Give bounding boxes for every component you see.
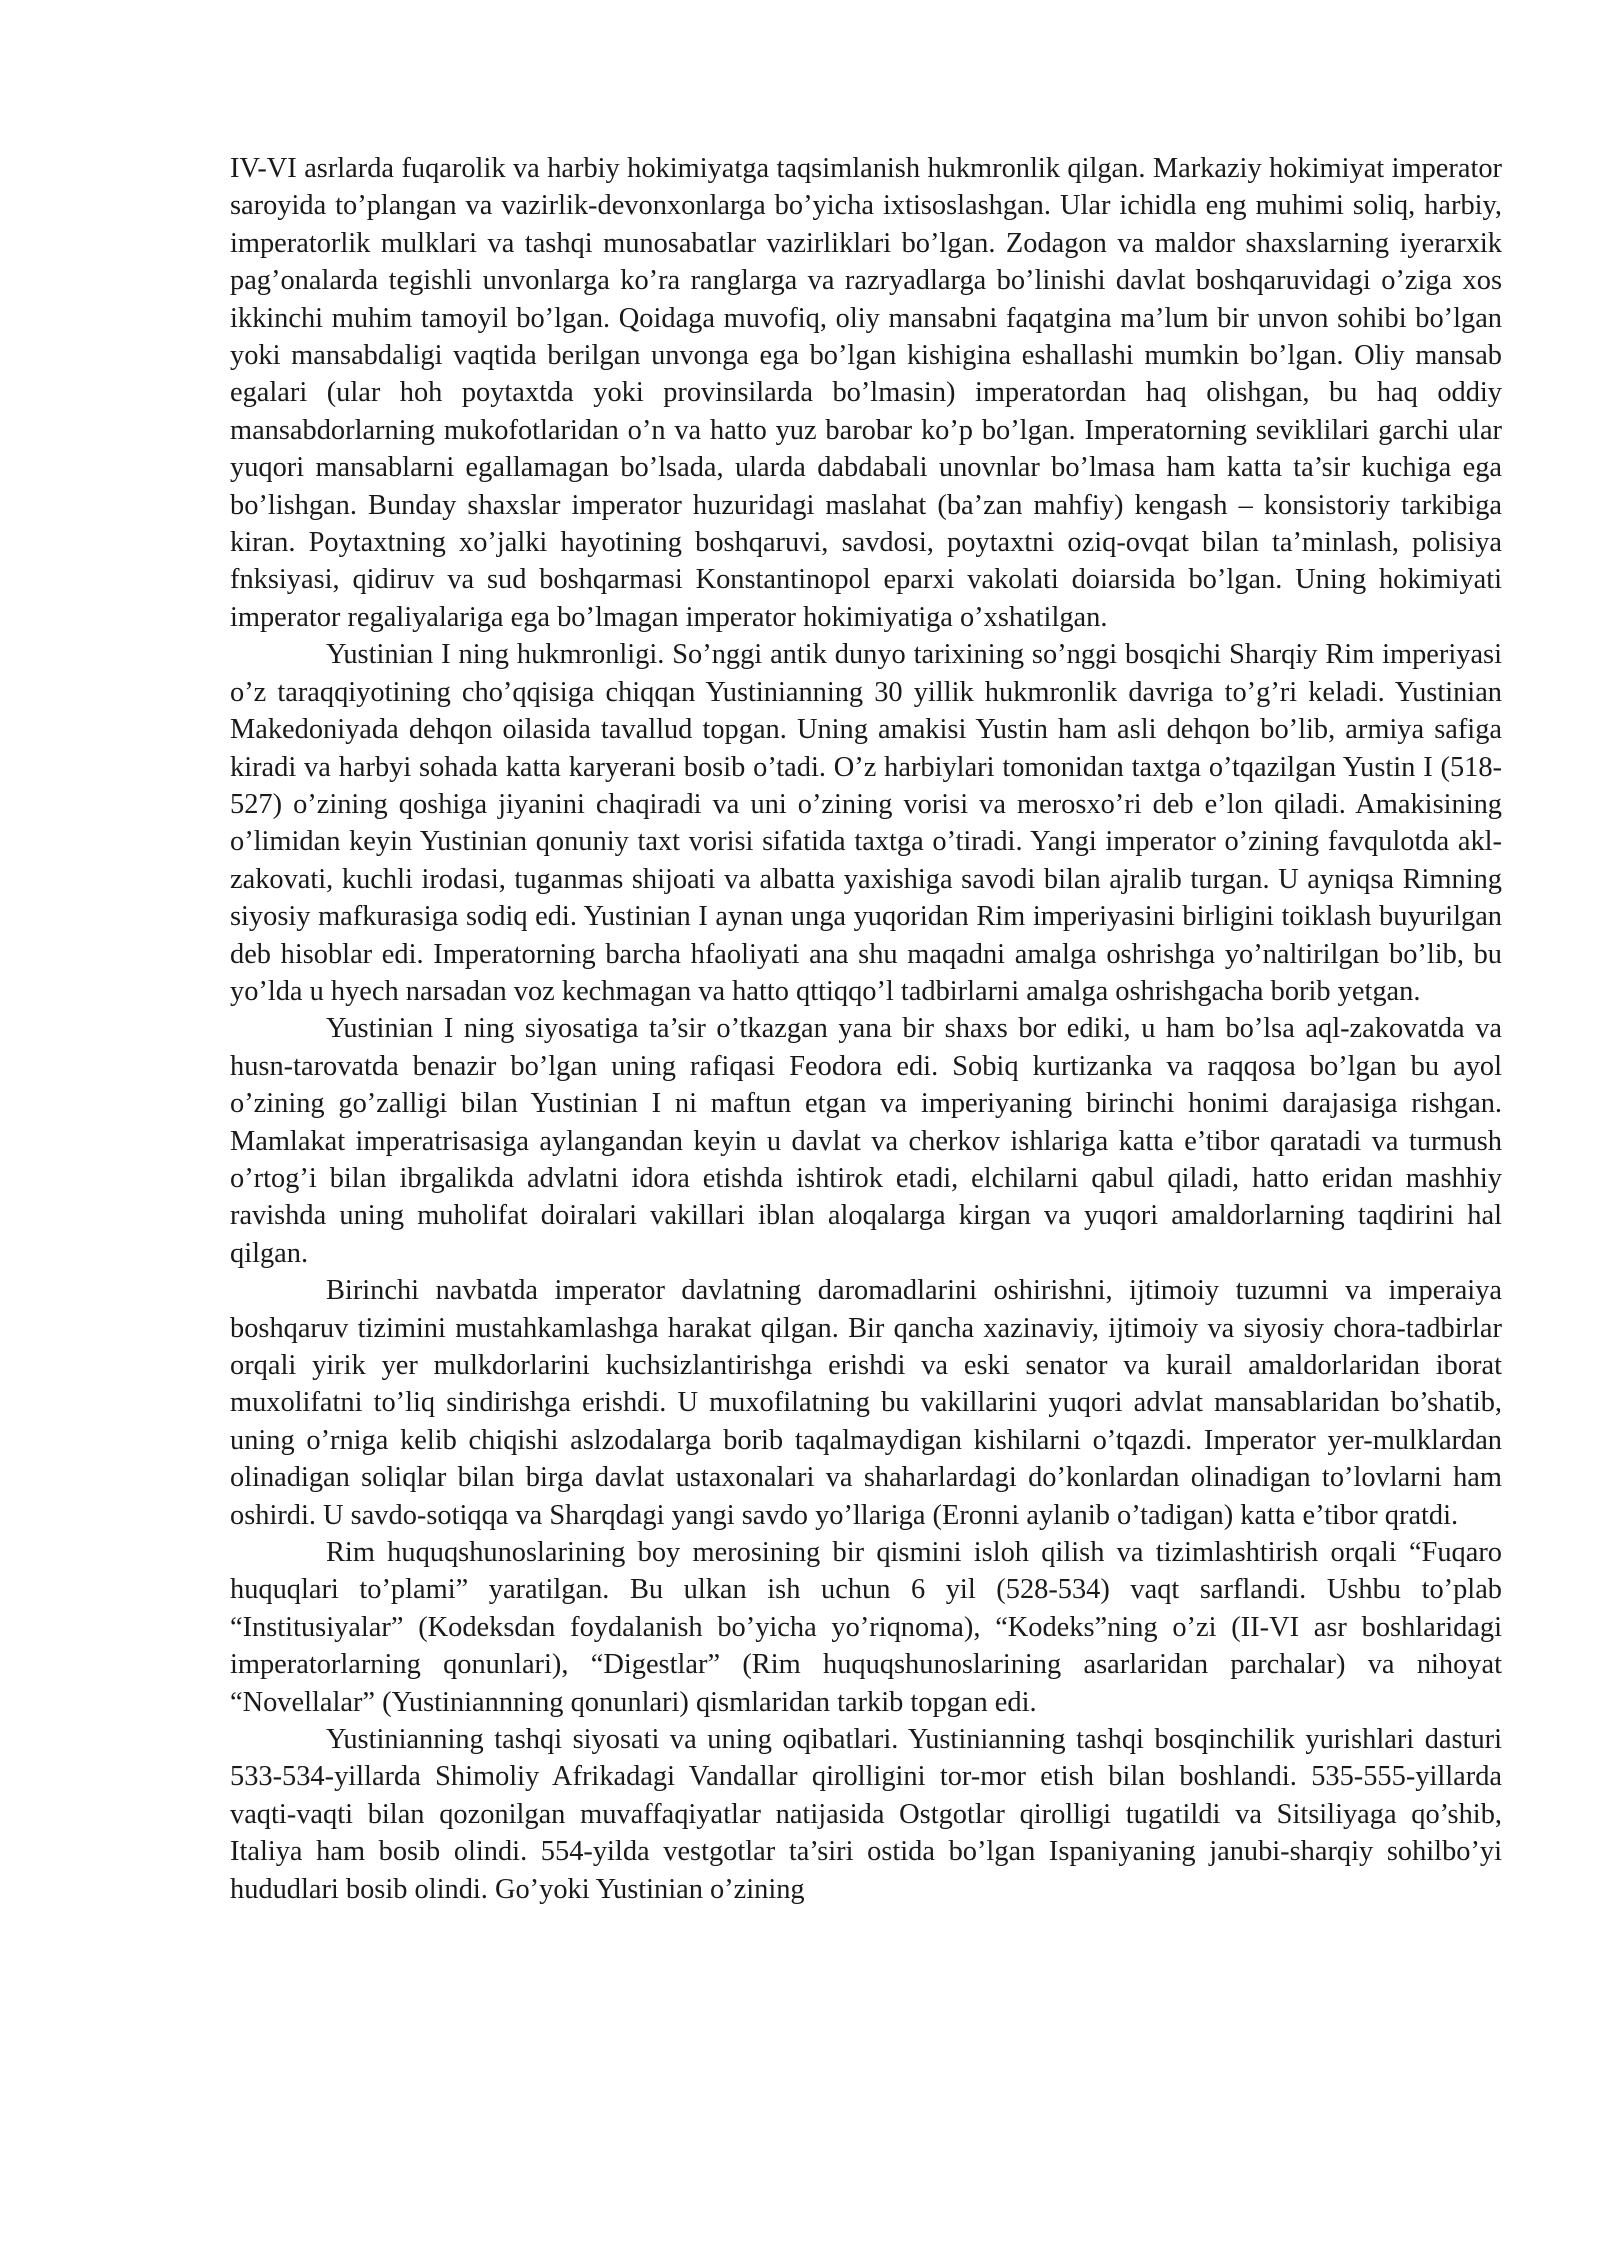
paragraph-foreign-policy: Yustinianning tashqi siyosati va uning oqibatlari. Yustinianning tashqi bosqinchilik yurishlari dasturi 533-534-yillarda Shimoliy Afrikadagi Vandallar qirolligini tor-mor etish bilan boshlandi. 535-555-yillarda vaqti-vaqti bilan qozonilgan muvaffaqiyatlar natijasida Ostgotlar qirolligi tugatildi va Sitsiliyaga qo’shib, Italiya ham bosib olindi. 554-yilda vestgotlar ta’siri ostida bo’lgan Ispaniyaning janubi-sharqiy sohilbo’yi hududlari bosib olindi. Go’yoki Yustinian o’zining <box>230 1724 1502 1905</box>
paragraph-domestic-policy: Birinchi navbatda imperator davlatning daromadlarini oshirishni, ijtimoiy tuzumni va imperaiya boshqaruv tizimini mustahkamlashga harakat qilgan. Bir qancha xazinaviy, ijtimoiy va siyosiy chora-tadbirlar orqali yirik yer mulkdorlarini kuchsizlantirishga erishdi va eski senator va kurail amaldorlaridan iborat muxolifatni to’liq sindirishga erishdi. U muxofilatning bu vakillarini yuqori advlat mansablaridan bo’shatib, uning o’rniga kelib chiqishi aslzodalarga borib taqalmaydigan kishilarni o’tqazdi. Imperator yer-mulklardan olinadigan soliqlar bilan birga davlat ustaxonalari va shaharlardagi do’konlardan olinadigan to’lovlarni ham oshirdi. U savdo-sotiqqa va Sharqdagi yangi savdo yo’llariga (Eronni aylanib o’tadigan) katta e’tibor qratdi. <box>230 1275 1502 1531</box>
paragraph-justinian-reign: Yustinian I ning hukmronligi. So’nggi antik dunyo tarixining so’nggi bosqichi Sharqiy Rim imperiyasi o’z taraqqiyotining cho’qqisiga chiqqan Yustinianning 30 yillik hukmronlik davriga to’g’ri keladi. Yustinian Makedoniyada dehqon oilasida tavallud topgan. Uning amakisi Yustin ham asli dehqon bo’lib, armiya safiga kiradi va harbyi sohada katta karyerani bosib o’tadi. O’z harbiylari tomonidan taxtga o’tqazilgan Yustin I (518-527) o’zining qoshiga jiyanini chaqiradi va uni o’zining vorisi va merosxo’ri deb e’lon qiladi. Amakisining o’limidan keyin Yustinian qonuniy taxt vorisi sifatida taxtga o’tiradi. Yangi imperator o’zining favqulotda akl-zakovati, kuchli irodasi, tuganmas shijoati va albatta yaxishiga savodi bilan ajralib turgan. U ayniqsa Rimning siyosiy mafkurasiga sodiq edi. Yustinian I aynan unga yuqoridan Rim imperiyasini birligini toiklash buyurilgan deb hisoblar edi. Imperatorning barcha hfaoliyati ana shu maqadni amalga oshrishga yo’naltirilgan bo’lib, bu yo’lda u hyech narsadan voz kechmagan va hatto qttiqqo’l tadbirlarni amalga oshrishgacha borib yetgan. <box>230 639 1502 1007</box>
paragraph-civil-law-code: Rim huquqshunoslarining boy merosining bir qismini isloh qilish va tizimlashtirish orqali “Fuqaro huquqlari to’plami” yaratilgan. Bu ulkan ish uchun 6 yil (528-534) vaqt sarflandi. Ushbu to’plab “Institusiyalar” (Kodeksdan foydalanish bo’yicha yo’riqnoma), “Kodeks”ning o’zi (II-VI asr boshlaridagi imperatorlarning qonunlari), “Digestlar” (Rim huquqshunoslarining asarlaridan parchalar) va nihoyat “Novellalar” (Yustiniannning qonunlari) qismlaridan tarkib topgan edi. <box>230 1537 1502 1718</box>
paragraph-theodora: Yustinian I ning siyosatiga ta’sir o’tkazgan yana bir shaxs bor ediki, u ham bo’lsa aql-zakovatda va husn-tarovatda benazir bo’lgan uning rafiqasi Feodora edi. Sobiq kurtizanka va raqqosa bo’lgan bu ayol o’zining go’zalligi bilan Yustinian I ni maftun etgan va imperiyaning birinchi honimi darajasiga rishgan. Mamlakat imperatrisasiga aylangandan keyin u davlat va cherkov ishlariga katta e’tibor qaratadi va turmush o’rtog’i bilan ibrgalikda advlatni idora etishda ishtirok etadi, elchilarni qabul qiladi, hatto eridan mashhiy ravishda uning muholifat doiralari vakillari iblan aloqalarga kirgan va yuqori amaldorlarning taqdirini hal qilgan. <box>230 1013 1502 1269</box>
paragraph-administration: IV-VI asrlarda fuqarolik va harbiy hokimiyatga taqsimlanish hukmronlik qilgan. Markaziy hokimiyat imperator saroyida to’plangan va vazirlik-devonxonlarga bo’yicha ixtisoslashgan. Ular ichidla eng muhimi soliq, harbiy, imperatorlik mulklari va tashqi munosabatlar vazirliklari bo’lgan. Zodagon va maldor shaxslarning iyerarxik pag’onalarda tegishli unvonlarga ko’ra ranglarga va razryadlarga bo’linishi davlat boshqaruvidagi o’ziga xos ikkinchi muhim tamoyil bo’lgan. Qoidaga muvofiq, oliy mansabni faqatgina ma’lum bir unvon sohibi bo’lgan yoki mansabdaligi vaqtida berilgan unvonga ega bo’lgan kishigina eshallashi mumkin bo’lgan. Oliy mansab egalari (ular hoh poytaxtda yoki provinsilarda bo’lmasin) imperatordan haq olishgan, bu haq oddiy mansabdorlarning mukofotlaridan o’n va hatto yuz barobar ko’p bo’lgan. Imperatorning seviklilari garchi ular yuqori mansablarni egallamagan bo’lsada, ularda dabdabali unovnlar bo’lmasa ham katta ta’sir kuchiga ega bo’lishgan. Bunday shaxslar imperator huzuridagi maslahat (ba’zan mahfiy) kengash – konsistoriy tarkibiga kiran. Poytaxtning xo’jalki hayotining boshqaruvi, savdosi, poytaxtni oziq-ovqat bilan ta’minlash, polisiya fnksiyasi, qidiruv va sud boshqarmasi Konstantinopol eparxi vakolati doiarsida bo’lgan. Uning hokimiyati imperator regaliyalariga ega bo’lmagan imperator hokimiyatiga o’xshatilgan. <box>230 153 1502 633</box>
document-page <box>230 150 1502 1908</box>
